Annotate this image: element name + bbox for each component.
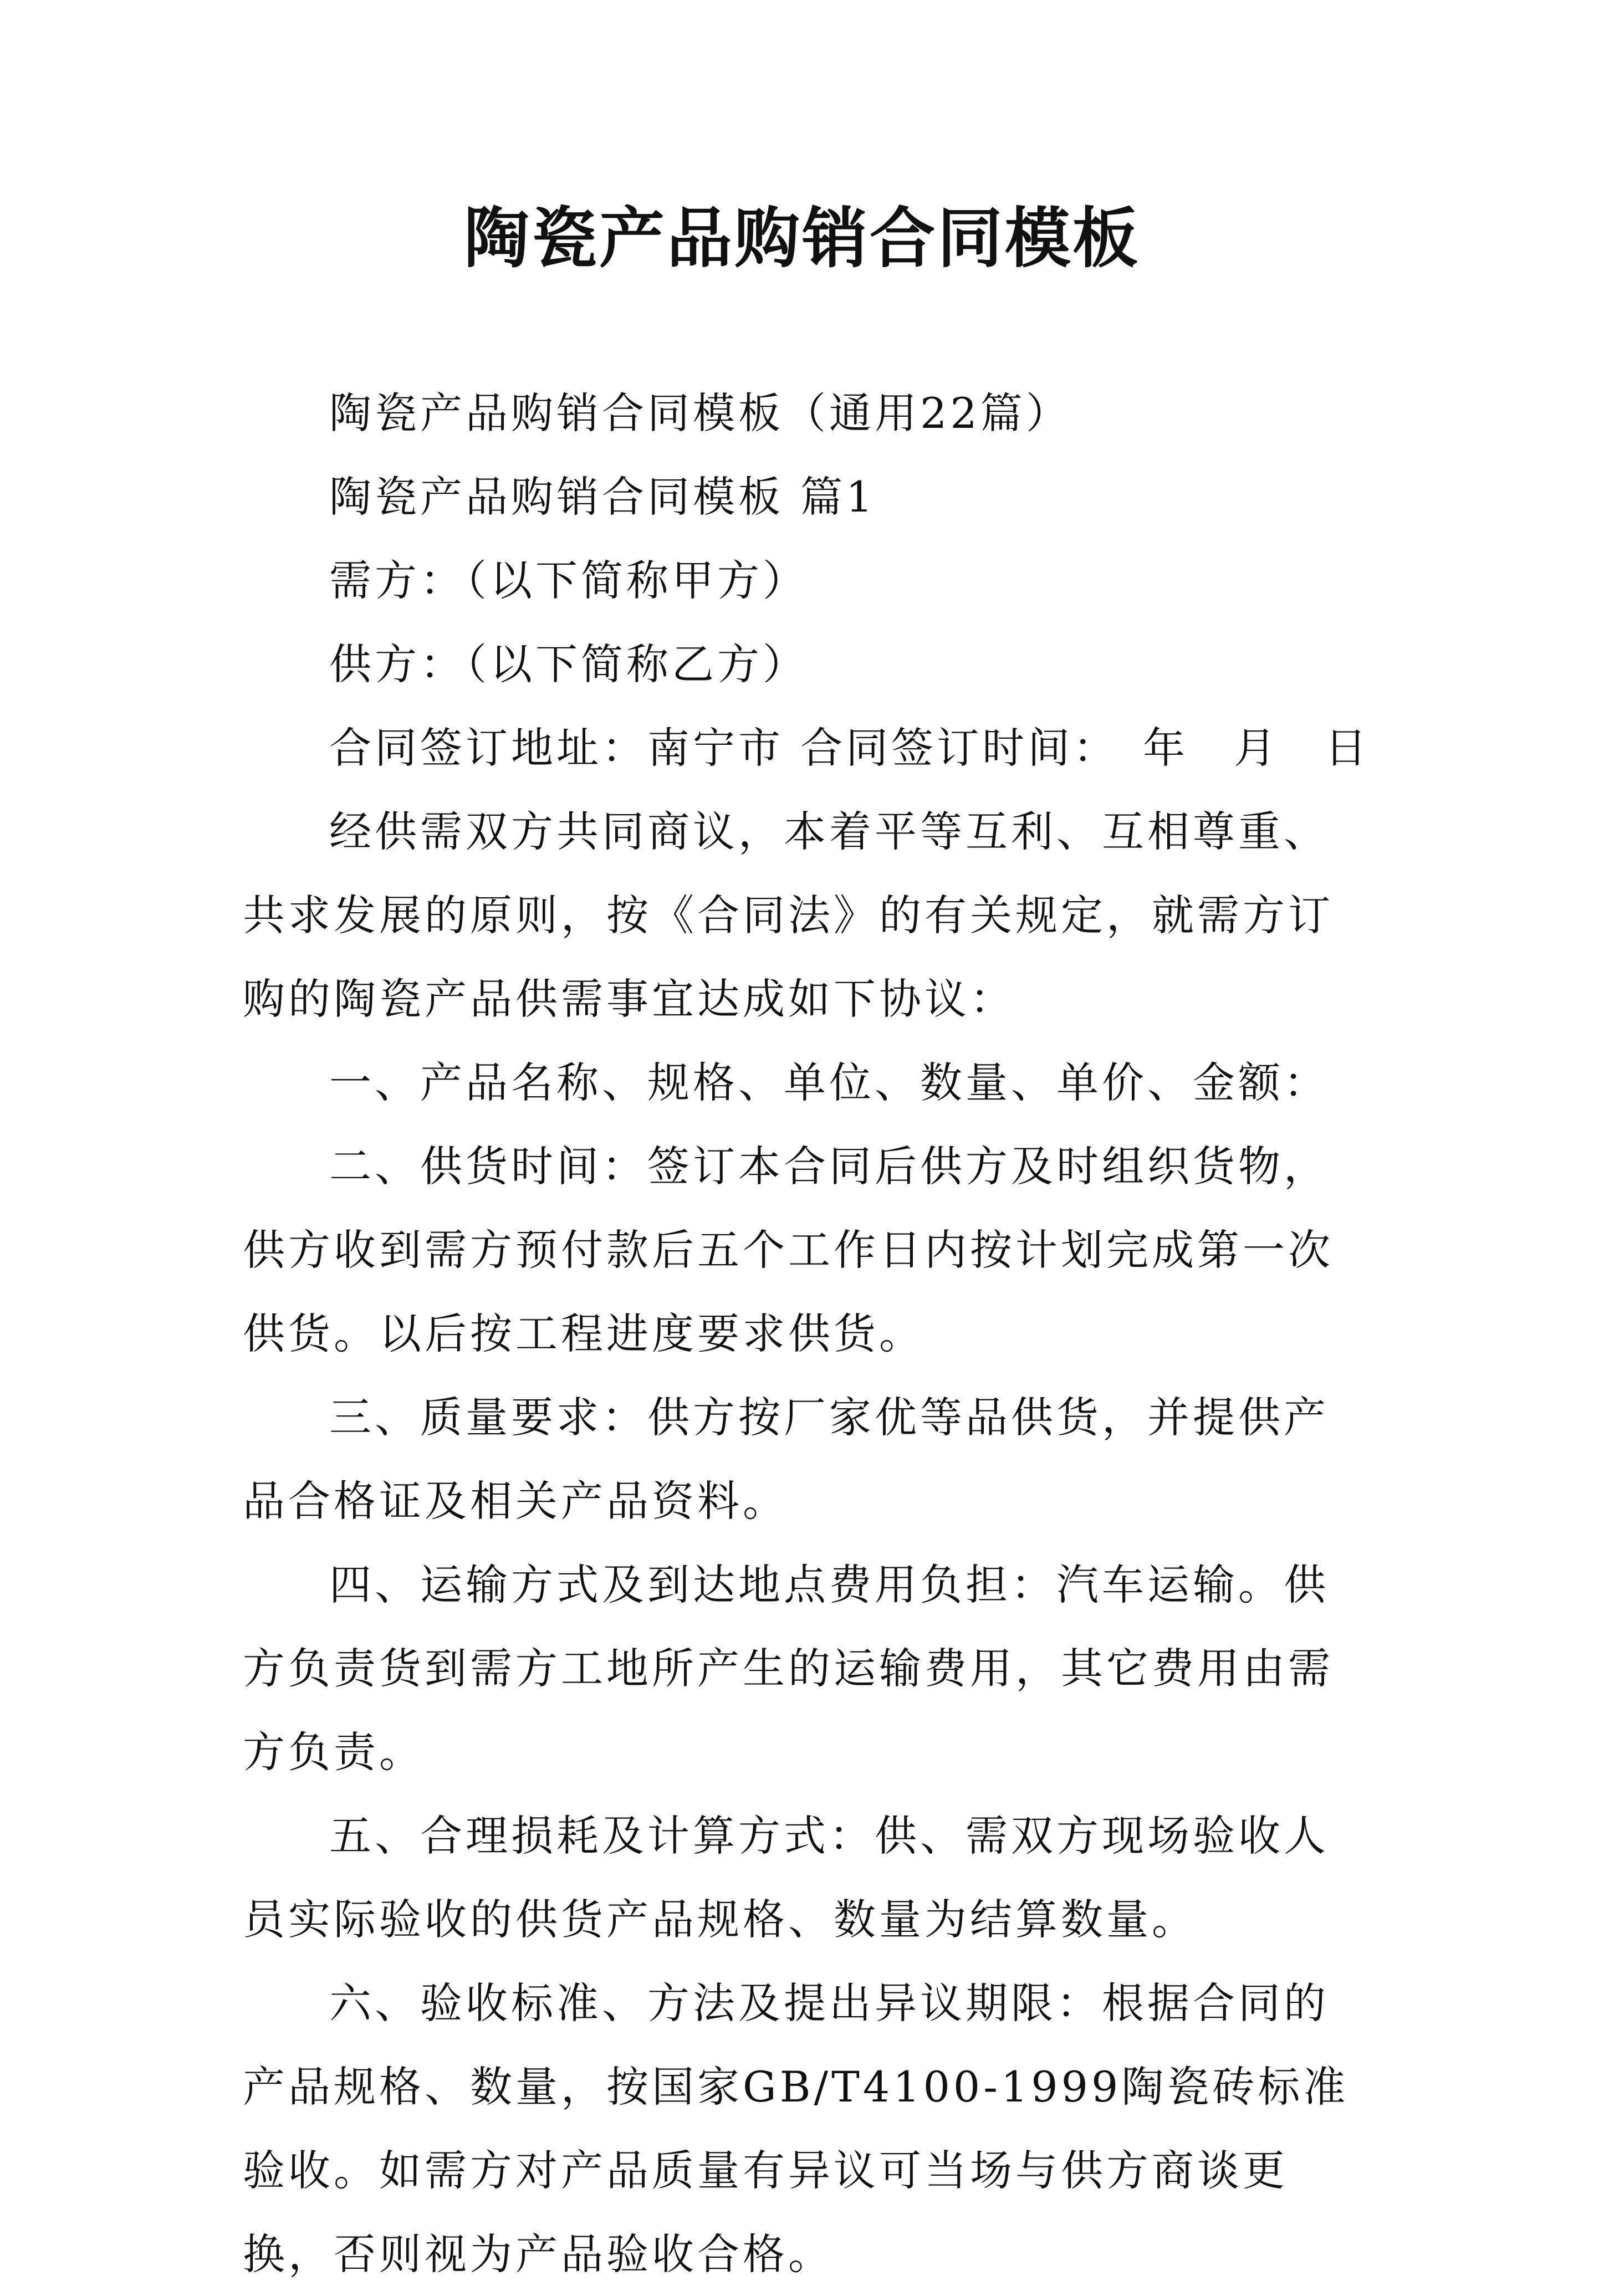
paragraph-supplier: 供方：（以下简称乙方） — [329, 640, 808, 689]
paragraph-clause-3: 三、质量要求：供方按厂家优等品供货，并提供产品合格证及相关产品资料。 — [243, 1393, 1329, 1526]
document-title: 陶瓷产品购销合同模板 — [463, 200, 1140, 277]
document-body — [243, 371, 1373, 2296]
paragraph-clause-2: 二、供货时间：签订本合同后供方及时组织货物，供方收到需方预付款后五个工作日内按计划完成第一次供货。以后按工程进度要求供货。 — [243, 1142, 1334, 1358]
paragraph-clause-1: 一、产品名称、规格、单位、数量、单价、金额： — [329, 1058, 1329, 1107]
paragraph-clause-6: 六、验收标准、方法及提出异议期限：根据合同的产品规格、数量，按国家GB/T4100-1999陶瓷砖标准验收。如需方对产品质量有异议可当场与供方商谈更换，否则视为产品验收合格。 — [243, 1978, 1349, 2279]
paragraph-signing-info: 合同签订地址：南宁市 合同签订时间： 年 月 日 — [329, 723, 1371, 773]
paragraph-clause-4: 四、运输方式及到达地点费用负担：汽车运输。供方负责货到需方工地所产生的运输费用，其它费用由需方负责。 — [243, 1560, 1334, 1777]
paragraph-section-heading: 陶瓷产品购销合同模板 篇1 — [329, 472, 876, 521]
paragraph-buyer: 需方：（以下简称甲方） — [329, 556, 808, 605]
paragraph-subtitle: 陶瓷产品购销合同模板（通用22篇） — [329, 388, 1071, 438]
paragraph-clause-5: 五、合理损耗及计算方式：供、需双方现场验收人员实际验收的供货产品规格、数量为结算数量。 — [243, 1811, 1329, 1944]
paragraph-preamble: 经供需双方共同商议，本着平等互利、互相尊重、共求发展的原则，按《合同法》的有关规定，就需方订购的陶瓷产品供需事宜达成如下协议： — [243, 807, 1334, 1024]
